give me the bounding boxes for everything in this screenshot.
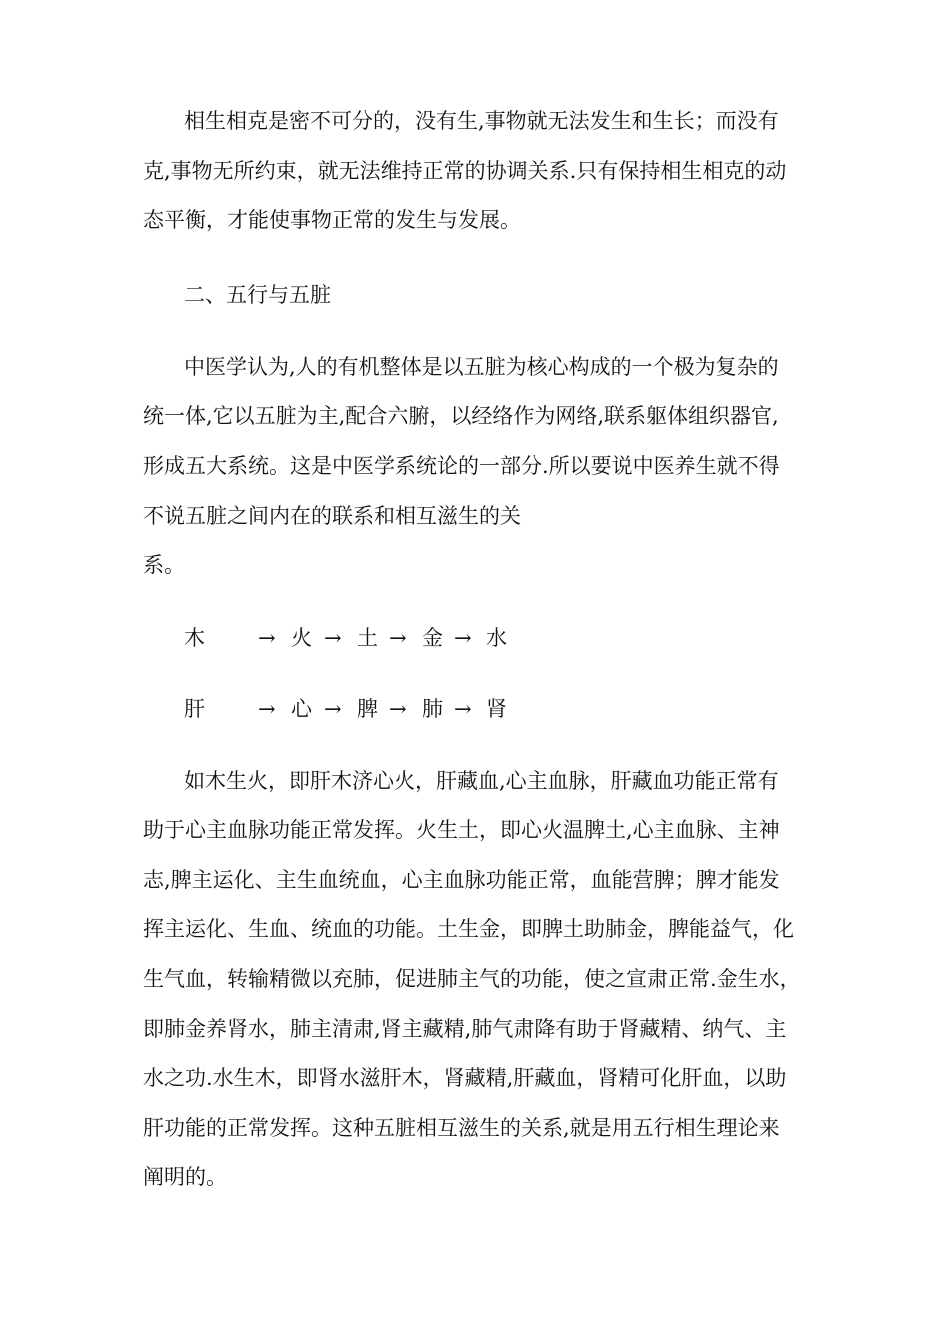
paragraph-line: 助于心主血脉功能正常发挥。火生土，即心火温脾土,心主血脉、主神 bbox=[143, 818, 780, 842]
organ-liver: 肝 bbox=[184, 697, 205, 721]
organ-heart: 心 bbox=[291, 697, 312, 721]
element-fire: 火 bbox=[291, 626, 312, 650]
element-earth: 土 bbox=[357, 626, 378, 650]
organ-spleen: 脾 bbox=[357, 697, 378, 721]
five-elements-row bbox=[0, 628, 950, 652]
paragraph-line: 挥主运化、生血、统血的功能。土生金，即脾土助肺金，脾能益气，化 bbox=[143, 917, 794, 941]
paragraph-line: 形成五大系统。这是中医学系统论的一部分.所以要说中医养生就不得 bbox=[143, 454, 780, 478]
paragraph-line: 即肺金养肾水，肺主清肃,肾主藏精,肺气肃降有助于肾藏精、纳气、主 bbox=[143, 1017, 787, 1041]
element-metal: 金 bbox=[422, 626, 443, 650]
paragraph-line: 态平衡，才能使事物正常的发生与发展。 bbox=[143, 208, 521, 232]
paragraph-line: 如木生火，即肝木济心火，肝藏血,心主血脉，肝藏血功能正常有 bbox=[184, 769, 779, 793]
paragraph-line: 肝功能的正常发挥。这种五脏相互滋生的关系,就是用五行相生理论来 bbox=[143, 1116, 780, 1140]
element-water: 水 bbox=[486, 626, 507, 650]
arrow-icon: → bbox=[324, 697, 342, 721]
arrow-icon: → bbox=[454, 697, 472, 721]
element-wood: 木 bbox=[184, 626, 205, 650]
paragraph-line: 志,脾主运化、主生血统血，心主血脉功能正常，血能营脾；脾才能发 bbox=[143, 868, 780, 892]
arrow-icon: → bbox=[258, 626, 276, 650]
paragraph-line: 不说五脏之间内在的联系和相互滋生的关 bbox=[143, 504, 521, 528]
organ-lung: 肺 bbox=[422, 697, 443, 721]
arrow-icon: → bbox=[389, 697, 407, 721]
arrow-icon: → bbox=[324, 626, 342, 650]
paragraph-line: 水之功.水生木，即肾水滋肝木，肾藏精,肝藏血，肾精可化肝血，以助 bbox=[143, 1066, 787, 1090]
paragraph-line: 克,事物无所约束，就无法维持正常的协调关系.只有保持相生相克的动 bbox=[143, 159, 787, 183]
paragraph-line: 相生相克是密不可分的，没有生,事物就无法发生和生长；而没有 bbox=[184, 109, 779, 133]
section-heading: 二、五行与五脏 bbox=[184, 283, 331, 307]
paragraph-line: 中医学认为,人的有机整体是以五脏为核心构成的一个极为复杂的 bbox=[184, 355, 779, 379]
paragraph-line: 统一体,它以五脏为主,配合六腑，以经络作为网络,联系躯体组织器官, bbox=[143, 404, 779, 428]
arrow-icon: → bbox=[454, 626, 472, 650]
organ-kidney: 肾 bbox=[486, 697, 507, 721]
paragraph-line: 阐明的。 bbox=[143, 1165, 227, 1189]
paragraph-line: 系。 bbox=[143, 553, 185, 577]
paragraph-line: 生气血，转输精微以充肺，促进肺主气的功能，使之宣肃正常.金生水， bbox=[143, 967, 801, 991]
five-organs-row bbox=[0, 699, 950, 723]
arrow-icon: → bbox=[258, 697, 276, 721]
arrow-icon: → bbox=[389, 626, 407, 650]
